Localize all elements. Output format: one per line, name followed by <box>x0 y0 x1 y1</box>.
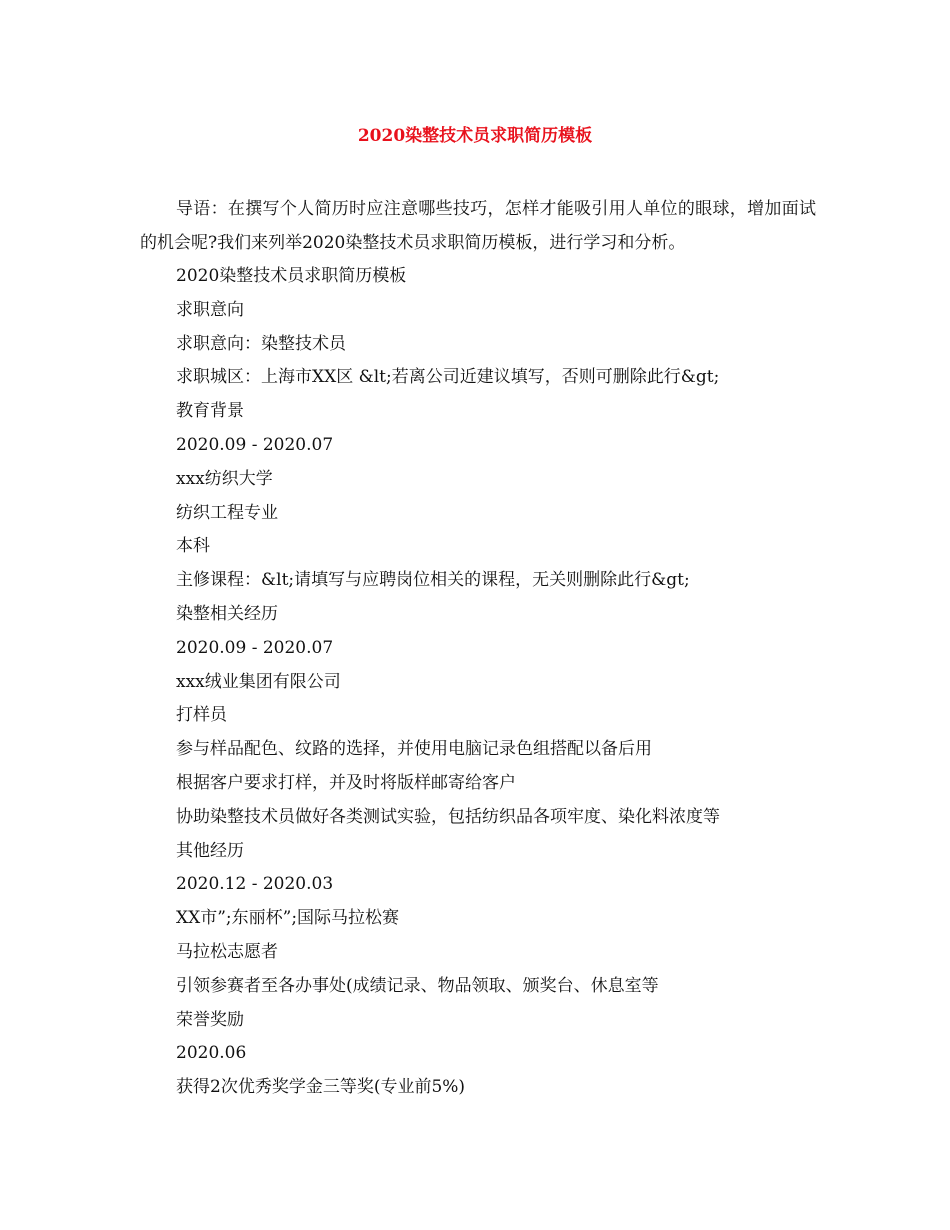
content-line: 引领参赛者至各办事处(成绩记录、物品领取、颁奖台、休息室等 <box>176 975 659 996</box>
content-line: 获得2次优秀奖学金三等奖(专业前5%) <box>176 1077 466 1098</box>
content-line: 2020.12 - 2020.03 <box>176 874 334 895</box>
content-line: 求职意向 <box>176 299 244 320</box>
content-line: XX市”;东丽杯”;国际马拉松赛 <box>176 908 400 929</box>
content-line: 协助染整技术员做好各类测试实验，包括纺织品各项牢度、染化料浓度等 <box>176 806 720 827</box>
content-line: 根据客户要求打样，并及时将版样邮寄给客户 <box>176 772 516 793</box>
content-line: 纺织工程专业 <box>176 502 278 523</box>
content-line: 马拉松志愿者 <box>176 941 278 962</box>
content-line: 求职城区：上海市XX区 &lt;若离公司近建议填写，否则可删除此行&gt; <box>176 367 720 388</box>
content-line: 求职意向：染整技术员 <box>176 333 346 354</box>
content-line: 2020.09 - 2020.07 <box>176 637 334 658</box>
content-line: 染整相关经历 <box>176 603 278 624</box>
intro-paragraph: 导语：在撰写个人简历时应注意哪些技巧，怎样才能吸引用人单位的眼球，增加面试的机会呢?我们来列举2020染整技术员求职简历模板，进行学习和分析。 <box>140 199 816 253</box>
content-line: xxx绒业集团有限公司 <box>176 671 341 692</box>
content-line: xxx纺织大学 <box>176 468 273 489</box>
content-line: 2020染整技术员求职简历模板 <box>176 266 407 286</box>
content-line: 本科 <box>176 536 210 557</box>
document-title: 2020染整技术员求职简历模板 <box>357 126 593 146</box>
content-line: 教育背景 <box>176 401 244 422</box>
content-line: 主修课程：&lt;请填写与应聘岗位相关的课程，无关则删除此行&gt; <box>176 570 690 591</box>
content-line: 参与样品配色、纹路的选择，并使用电脑记录色组搭配以备后用 <box>176 739 652 760</box>
resume-content <box>176 260 836 1105</box>
content-line: 2020.09 - 2020.07 <box>176 434 334 455</box>
content-line: 打样员 <box>176 705 227 726</box>
content-line: 2020.06 <box>176 1043 247 1064</box>
content-line: 其他经历 <box>176 840 244 861</box>
content-line: 荣誉奖励 <box>176 1009 244 1030</box>
